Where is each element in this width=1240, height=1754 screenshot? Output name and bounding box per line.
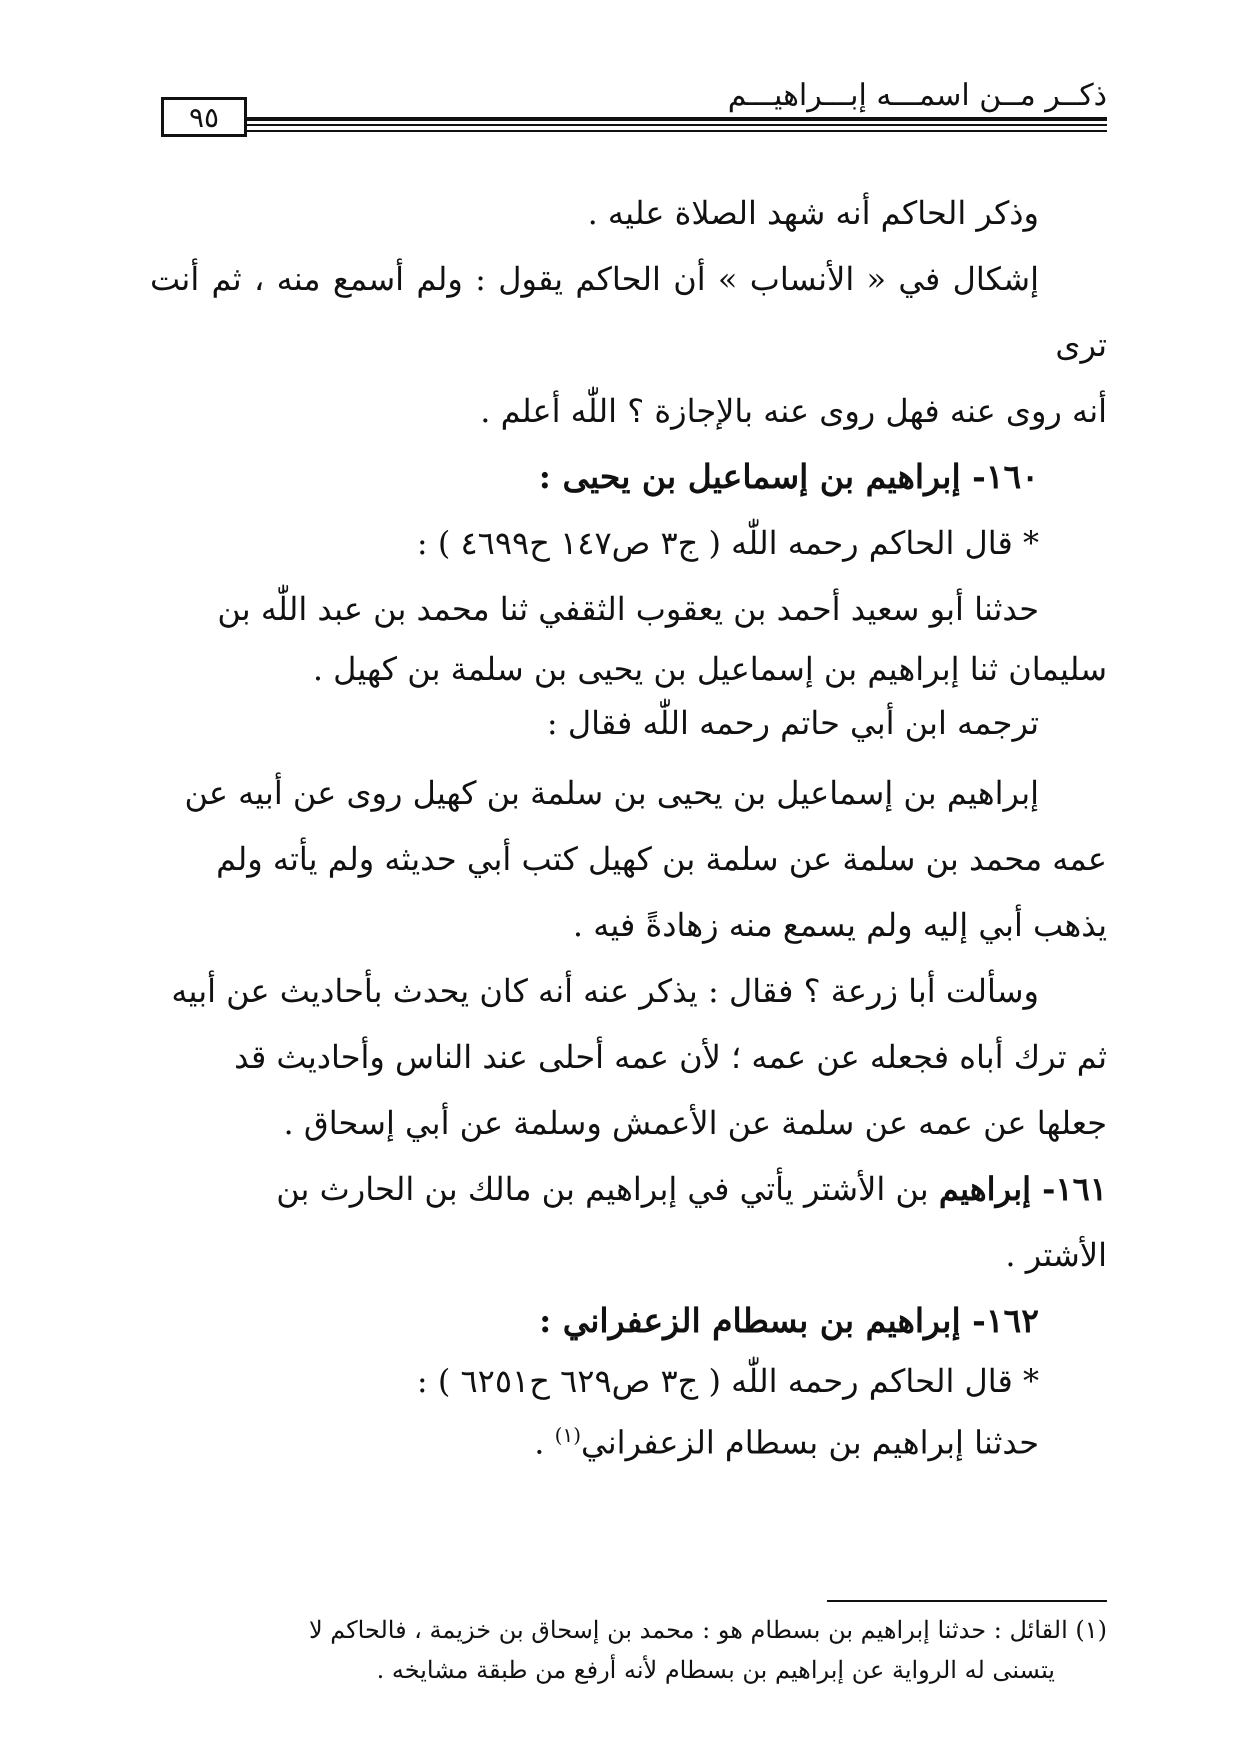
text-line: حدثنا أبو سعيد أحمد بن يعقوب الثقفي ثنا محمد بن عبد اللّٰه بن [217, 590, 1039, 628]
footnote-separator [827, 1600, 1107, 1602]
page-number-box [161, 97, 247, 137]
text-line: إشكال في « الأنساب » أن الحاكم يقول : ولم أسمع منه ، ثم أنت ترى [150, 260, 1107, 364]
entry-161 [150, 1156, 1107, 1222]
text-line: ترجمه ابن أبي حاتم رحمه اللّٰه فقال : [546, 704, 1039, 742]
header-rule-thin [247, 124, 1107, 126]
text-line: يذهب أبي إليه ولم يسمع منه زهادةً فيه . [572, 906, 1107, 944]
footnote-line: يتسنى له الرواية عن إبراهيم بن بسطام لأنه أرفع من طبقة مشايخه . [376, 1656, 1055, 1684]
main-text [150, 180, 1107, 1470]
source-citation: * قال الحاكم رحمه اللّٰه ( ج٣ ص١٤٧ ح٤٦٩٩ ) : [416, 524, 1039, 562]
text-line: أنه روى عنه فهل روى عنه بالإجازة ؟ اللّٰه أعلم . [480, 392, 1107, 430]
text-line: إبراهيم بن إسماعيل بن يحيى بن سلمة بن كهيل روى عن أبيه عن [184, 774, 1039, 812]
text-segment: حدثنا إبراهيم بن بسطام الزعفراني [581, 1423, 1039, 1462]
text-line: عمه محمد بن سلمة عن سلمة بن كهيل كتب أبي حديثه ولم يأته ولم [216, 840, 1107, 878]
text-line: وسألت أبا زرعة ؟ فقال : يذكر عنه أنه كان يحدث بأحاديث عن أبيه [171, 972, 1039, 1010]
entry-heading-160: ١٦٠- إبراهيم بن إسماعيل بن يحيى : [538, 457, 1039, 496]
footnote-line: (١) القائل : حدثنا إبراهيم بن بسطام هو : محمد بن إسحاق بن خزيمة ، فالحاكم لا [308, 1616, 1107, 1644]
entry-161-text: بن الأشتر يأتي في إبراهيم بن مالك بن الحارث بن [276, 1170, 939, 1208]
entry-heading-161: ١٦١- إبراهيم [938, 1170, 1107, 1208]
text-line: ثم ترك أباه فجعله عن عمه ؛ لأن عمه أحلى عند الناس وأحاديث قد [234, 1038, 1107, 1076]
entry-heading-162: ١٦٢- إبراهيم بن بسطام الزعفراني : [539, 1301, 1039, 1340]
text-line: سليمان ثنا إبراهيم بن إسماعيل بن يحيى بن سلمة بن كهيل . [312, 650, 1107, 688]
text-line: وذكر الحاكم أنه شهد الصلاة عليه . [587, 194, 1039, 232]
header-rule-thick [247, 117, 1107, 121]
text-line [150, 1408, 1107, 1470]
text-line: جعلها عن عمه عن سلمة عن الأعمش وسلمة عن أبي إسحاق . [283, 1104, 1107, 1142]
page-number: ٩٥ [188, 100, 220, 134]
source-citation: * قال الحاكم رحمه اللّٰه ( ج٣ ص٦٢٩ ح٦٢٥١ ) : [416, 1362, 1039, 1400]
footnote-marker: (١) [554, 1423, 582, 1447]
header-rule-thin [247, 130, 1107, 132]
running-header-title: ذكــر مــن اسمـــه إبـــراهيـــم [727, 78, 1107, 113]
text-line: الأشتر . [1005, 1236, 1107, 1274]
text-segment: . [534, 1423, 555, 1462]
footnote [150, 1610, 1107, 1690]
